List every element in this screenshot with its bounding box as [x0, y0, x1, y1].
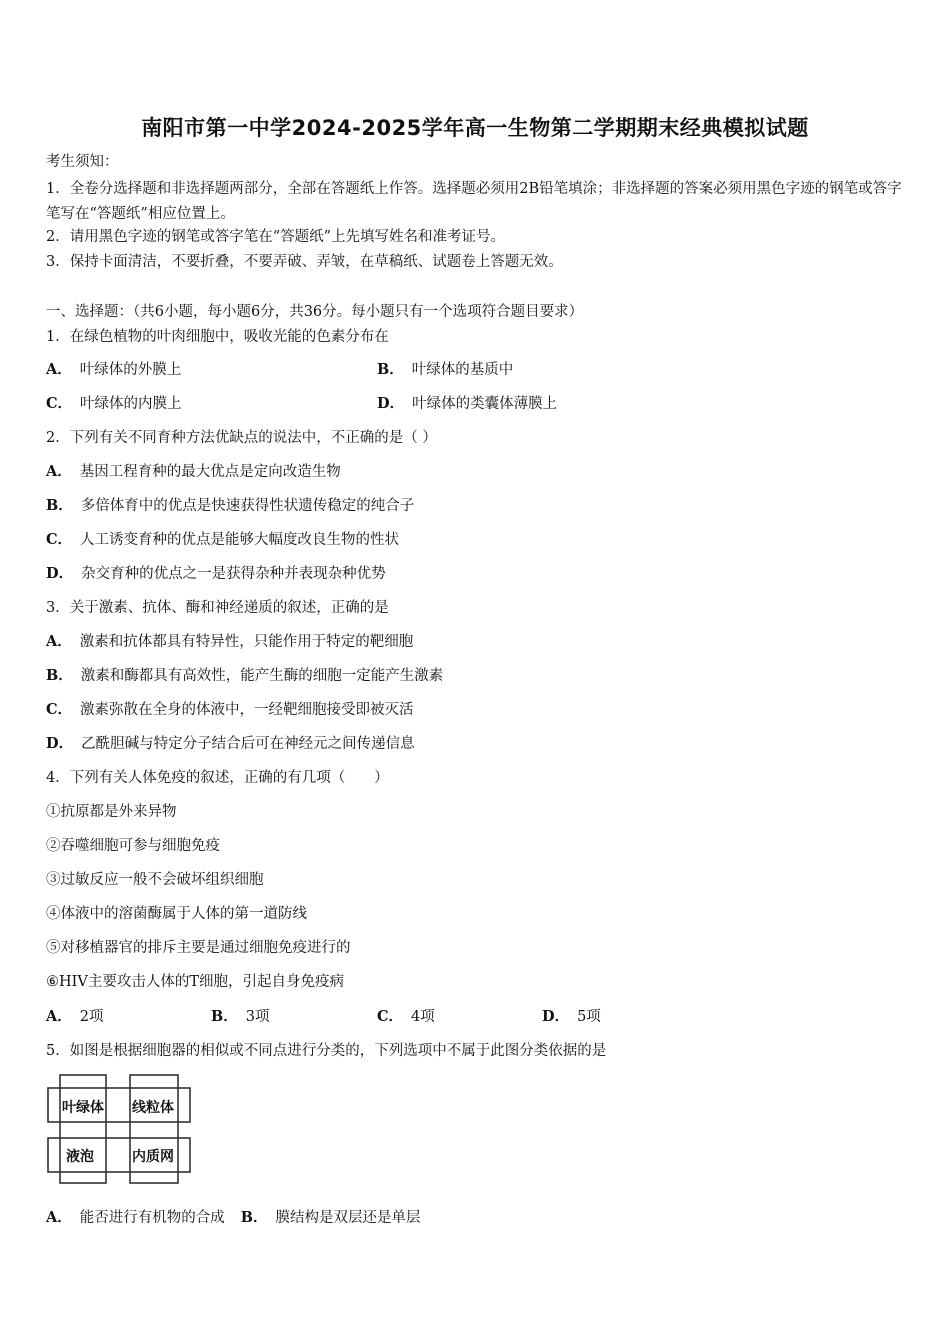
notice-item-1: 1．全卷分选择题和非选择题两部分，全部在答题纸上作答。选择题必须用2B铅笔填涂；非选择题的答案必须用黑色字迹的钢笔或答字笔写在“答题纸”相应位置上。 — [46, 181, 902, 222]
q1-option-b — [377, 360, 513, 380]
q2-c-text: 人工诱变育种的优点是能够大幅度改良生物的性状 — [80, 532, 400, 548]
q3-a-label: A． — [46, 633, 72, 650]
diagram-cell-vacuole: 液泡 — [66, 1149, 94, 1165]
q2-a-label: A． — [46, 463, 72, 480]
q4-c-label: C． — [377, 1008, 404, 1025]
q4-item-3: ③过敏反应一般不会破坏组织细胞 — [46, 872, 264, 888]
q3-b-label: B． — [46, 667, 73, 684]
q1-option-c — [46, 394, 182, 414]
q2-c-label: C． — [46, 531, 73, 548]
q4-item-4: ④体液中的溶菌酶属于人体的第一道防线 — [46, 906, 307, 922]
q1-d-text: 叶绿体的类囊体薄膜上 — [412, 396, 558, 412]
q4-c-text: 4项 — [411, 1009, 435, 1025]
q3-option-d — [46, 734, 415, 754]
q3-option-c — [46, 700, 414, 720]
q2-option-d — [46, 564, 386, 584]
notice-item-2: 2．请用黑色字迹的钢笔或答字笔在“答题纸”上先填写姓名和准考证号。 — [46, 229, 506, 245]
q1-c-text: 叶绿体的内膜上 — [80, 396, 182, 412]
q2-option-a — [46, 462, 341, 482]
q1-a-text: 叶绿体的外膜上 — [79, 362, 182, 378]
q5-a-text: 能否进行有机物的合成 — [79, 1210, 225, 1226]
diagram-left-col-box — [60, 1075, 106, 1183]
q1-option-d — [377, 394, 557, 414]
q4-item-5: ⑤对移植器官的排斥主要是通过细胞免疫进行的 — [46, 940, 351, 956]
q2-a-text: 基因工程育种的最大优点是定向改造生物 — [79, 464, 341, 480]
diagram-grid — [46, 1072, 196, 1188]
q3-c-label: C． — [46, 701, 73, 718]
q3-option-a — [46, 632, 413, 652]
q1-option-a — [46, 360, 181, 380]
q2-option-c — [46, 530, 399, 550]
q1-c-label: C． — [46, 395, 73, 412]
notice-heading: 考生须知： — [46, 154, 119, 170]
q3-a-text: 激素和抗体都具有特异性，只能作用于特定的靶细胞 — [79, 634, 414, 650]
q4-d-text: 5项 — [577, 1009, 601, 1025]
q3-c-text: 激素弥散在全身的体液中，一经靶细胞接受即被灭活 — [80, 702, 414, 718]
q2-b-label: B． — [46, 497, 73, 514]
q2-option-b — [46, 496, 414, 516]
q4-option-a — [46, 1007, 104, 1027]
q2-d-label: D． — [46, 565, 74, 582]
q4-stem: 4．下列有关人体免疫的叙述，正确的有几项（ ） — [46, 770, 389, 786]
exam-title: 南阳市第一中学2024-2025学年高一生物第二学期期末经典模拟试题 — [141, 116, 809, 140]
q1-d-label: D． — [377, 395, 405, 412]
q3-d-label: D． — [46, 735, 74, 752]
q3-d-text: 乙酰胆碱与特定分子结合后可在神经元之间传递信息 — [81, 736, 415, 752]
q2-b-text: 多倍体育中的优点是快速获得性状遗传稳定的纯合子 — [80, 498, 415, 514]
q4-b-text: 3项 — [245, 1009, 270, 1025]
q5-stem: 5．如图是根据细胞器的相似或不同点进行分类的，下列选项中不属于此图分类依据的是 — [46, 1043, 607, 1059]
q4-item-2: ②吞噬细胞可参与细胞免疫 — [46, 838, 220, 854]
q4-b-label: B． — [211, 1008, 238, 1025]
q2-d-text: 杂交育种的优点之一是获得杂种并表现杂种优势 — [81, 566, 386, 582]
q5-a-label: A． — [46, 1209, 72, 1226]
q4-a-label: A． — [46, 1008, 72, 1025]
diagram-cell-er: 内质网 — [132, 1149, 174, 1165]
q5-b-label: B． — [240, 1209, 268, 1226]
q4-option-c — [377, 1007, 435, 1027]
diagram-cell-mitochondria: 线粒体 — [132, 1100, 174, 1116]
notice-item-3: 3．保持卡面清洁，不要折叠，不要弄破、弄皱，在草稿纸、试题卷上答题无效。 — [46, 254, 563, 270]
q3-stem: 3．关于激素、抗体、酶和神经递质的叙述，正确的是 — [46, 600, 389, 616]
section-heading: 一、选择题：（共6小题，每小题6分，共36分。每小题只有一个选项符合题目要求） — [46, 304, 584, 320]
diagram-right-col-box — [130, 1075, 178, 1183]
q4-d-label: D． — [542, 1008, 570, 1025]
q2-stem: 2．下列有关不同育种方法优缺点的说法中，不正确的是（ ） — [46, 430, 437, 446]
q3-b-text: 激素和酶都具有高效性，能产生酶的细胞一定能产生激素 — [80, 668, 444, 684]
q5-b-text: 膜结构是双层还是单层 — [275, 1210, 421, 1226]
q5-options-ab — [46, 1208, 421, 1228]
q1-b-text: 叶绿体的基质中 — [411, 362, 514, 378]
q4-option-d — [542, 1007, 601, 1027]
diagram-cell-chloroplast: 叶绿体 — [62, 1100, 104, 1116]
organelle-classification-diagram — [46, 1072, 196, 1188]
q3-option-b — [46, 666, 443, 686]
q4-item-6: ⑥HIV主要攻击人体的T细胞，引起自身免疫病 — [46, 974, 345, 990]
q4-a-text: 2项 — [79, 1009, 104, 1025]
q1-stem: 1．在绿色植物的叶肉细胞中，吸收光能的色素分布在 — [46, 329, 389, 345]
q4-option-b — [211, 1007, 270, 1027]
q1-b-label: B． — [377, 361, 404, 378]
q4-item-1: ①抗原都是外来异物 — [46, 804, 177, 820]
q1-a-label: A． — [46, 361, 72, 378]
